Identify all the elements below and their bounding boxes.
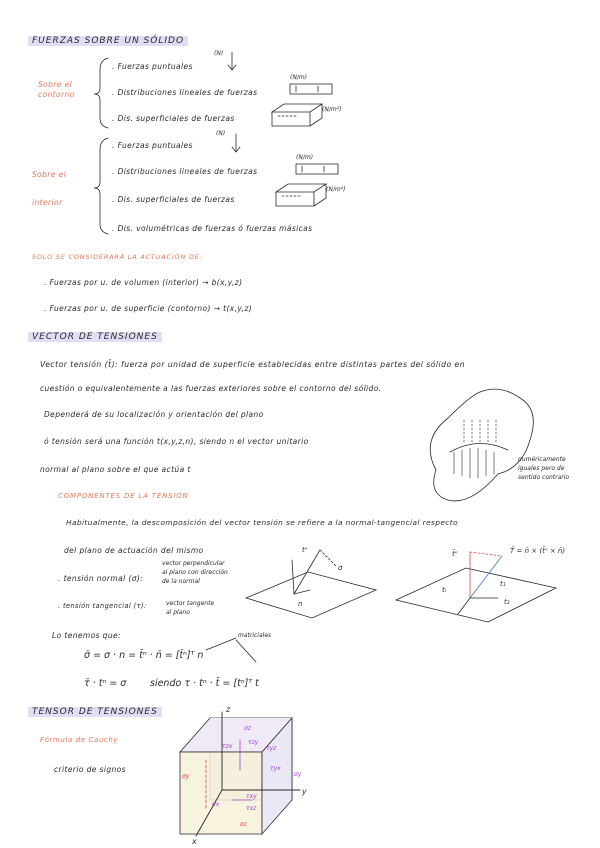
axis-y-label: y [302,787,307,796]
heading-componentes: COMPONENTES DE LA TENSIÓN [58,492,189,500]
fig1-sigma-label: σ [338,564,343,572]
cauchy-formula: Fórmula de Cauchy [40,736,119,744]
item-interior-superficiales: . Dis. superficiales de fuerzas [112,195,235,204]
tang-desc-2: al plano [166,609,190,616]
tang-desc-1: vector tangente [166,600,215,607]
equation-tau: τ̄ · tⁿ = σ [84,678,127,689]
axis-x-label: x [192,837,197,846]
comp-line-1: Habitualmente, la descomposición del vector tensión se refiere a la normal-tangencial respecto [66,518,458,527]
heading-fuerzas: FUERZAS SOBRE UN SÓLIDO [28,36,188,46]
vector-def-1: Vector tensión (t̄): fuerza por unidad de superficie establecidas entre distintas partes del sólido en [40,360,466,369]
stress-label: τxz [246,805,257,812]
plane-sketch-2 [396,568,556,622]
item-interior-lineales: . Distribuciones lineales de fuerzas [112,167,258,176]
stress-label: τzx [222,743,233,750]
fig2-t1-label: t₁ [500,580,506,588]
tang-label: . tensión tangencial (τ): [58,602,147,610]
item-interior-puntuales: . Fuerzas puntuales [112,141,193,150]
fig2-ti-label: tᵢ [442,586,446,594]
vector-def-4: ó tensión será una función t(x,y,z,n), siendo n el vector unitario [44,437,309,446]
criterio-signos: criterio de signos [54,765,126,774]
item-contorno-superficiales: . Dis. superficiales de fuerzas [112,114,235,123]
tenemos-label: Lo tenemos que: [52,631,121,640]
arrow-down-icon [232,134,240,152]
normal-desc-1: vector perpendicular [162,560,225,567]
arrow-down-icon [228,52,236,70]
vector-tn-line [294,550,320,594]
vector-def-2: cuestión o equivalentemente a las fuerzas exteriores sobre el contorno del sólido. [40,384,382,393]
solid-body-sketch [430,389,533,501]
heading-tensor: TENSOR DE TENSIONES [28,707,162,717]
comp-line-2: del plano de actuación del mismo [64,546,204,555]
equation-sigma: σ̄ = σ · n = t̄ⁿ · n̄ = [t̄ⁿ]ᵀ n [84,650,204,661]
label-contorno-1: Sobre el [38,80,73,89]
heading-vector: VECTOR DE TENSIONES [28,332,162,342]
stress-label: τyx [270,765,281,772]
label-interior-2: interior [32,198,63,207]
label-interior-1: Sobre el [32,170,67,179]
normal-desc-3: de la normal [162,578,200,585]
unit-nm2-2: (N/m²) [326,186,346,193]
fig2-t-label: T̄ = n̄ × (t̄ⁿ × n̄) [510,547,566,555]
unit-n-1: (N) [214,50,224,57]
unit-nm2-1: (N/m²) [322,106,342,113]
unit-nm-1: (N/m) [290,74,308,81]
stress-label: σz [244,725,251,732]
stress-label: τzy [248,739,259,746]
fig2-t2-label: t₂ [504,598,510,606]
surface-load-prism [272,104,322,126]
matriciales-label: matriciales [238,632,272,639]
plane-sketch [246,572,376,618]
equation-tau-siendo: siendo τ · tⁿ · t̄ = [tⁿ]ᵀ t [150,678,259,689]
stress-label: σx [212,801,220,808]
brace-contorno [94,58,108,128]
brace-interior [94,138,108,234]
blob-note-2: iguales pero de [518,465,565,472]
vector-def-5: normal al plano sobre el que actúa t [40,465,191,474]
heading-consider: SOLO SE CONSIDERARÁ LA ACTUACIÓN DE: [32,253,203,261]
label-contorno-2: contorno [38,90,75,99]
blob-note-3: sentido contrario [518,474,570,481]
normal-label: . tensión normal (σ): [58,574,144,583]
unit-n-2: (N) [216,130,226,137]
consider-superficie: . Fuerzas por u. de superficie (contorno) → t(x,y,z) [44,304,253,313]
stress-label: σy [294,771,302,778]
stress-label: σz [240,821,247,828]
unit-nm-2: (N/m) [296,154,314,161]
item-contorno-lineales: . Distribuciones lineales de fuerzas [112,88,258,97]
item-contorno-puntuales: . Fuerzas puntuales [112,62,193,71]
stress-label: σy [182,773,190,780]
item-interior-volumetricas: . Dis. volumétricas de fuerzas ó fuerzas másicas [112,224,313,233]
consider-volumen: . Fuerzas por u. de volumen (interior) → b(x,y,z) [44,278,243,287]
surface-load-prism [276,184,326,206]
axis-z-label: z [226,705,231,714]
fig1-n-label: n [298,600,303,608]
normal-desc-2: al plano con dirección [162,569,228,576]
stress-label: τxy [246,793,257,800]
stress-label: τyz [266,745,277,752]
fig2-tn-label: t̄ⁿ [452,550,458,558]
fig1-tn-label: tⁿ [302,546,308,554]
blob-note-1: numéricamente [518,456,566,463]
vector-def-3: Dependerá de su localización y orientación del plano [44,410,264,419]
